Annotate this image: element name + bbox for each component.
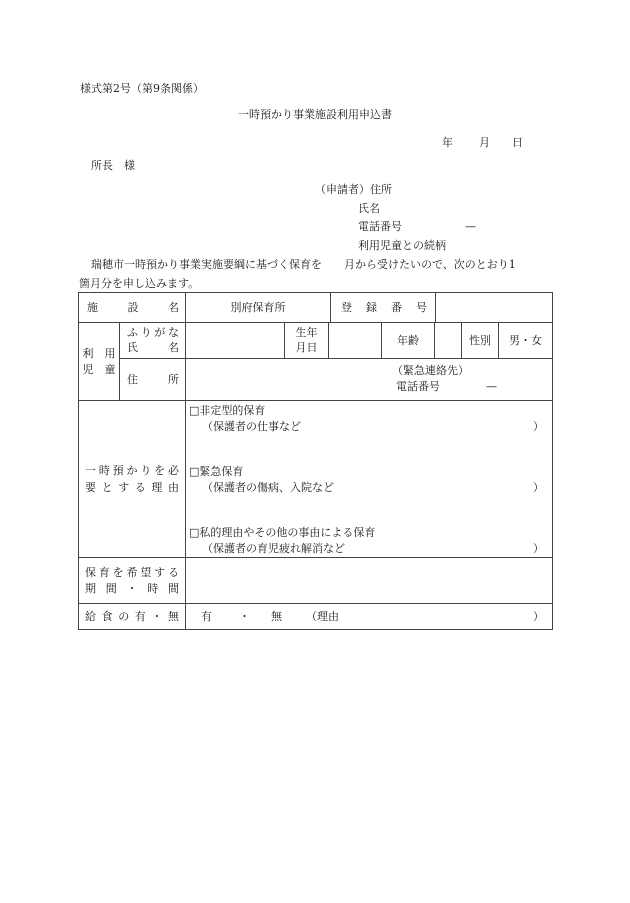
reason-checkbox-private[interactable]: □私的理由やその他の事由による保育 [189,526,376,539]
facility-name: 別府保育所 [230,301,286,314]
reason-label-line-2: 要とする理由 [85,481,179,494]
facility-label: 施 設 名 [87,301,179,314]
date-month-label: 月 [479,136,490,149]
furigana-label: ふりがな [127,326,179,339]
reason-detail-irregular: （保護者の仕事など [202,420,301,433]
reason-label-cell [78,400,186,558]
meal-no-option[interactable]: 無 [271,610,282,623]
registration-number-label-cell [330,292,436,323]
applicant-address-label: （申請者）住所 [315,183,392,196]
facility-name-cell [185,292,331,323]
meal-separator: ・ [239,610,250,623]
meal-options-cell [185,603,553,630]
emergency-phone-label: 電話番号 [396,380,440,393]
meal-reason-close: ） [533,610,544,623]
meal-label: 給食の有・無 [85,610,179,623]
reason-detail-private: （保護者の育児疲れ解消など [202,542,345,555]
applicant-name-label: 氏名 [358,202,380,215]
sex-options: 男・女 [509,334,542,347]
facility-label-cell [78,292,186,323]
applicant-phone-dash: — [465,220,476,233]
age-field[interactable] [434,322,462,359]
period-label-line-1: 保育を希望する [85,566,179,579]
child-address-label-cell [119,358,186,401]
sex-label: 性別 [469,334,491,347]
birthdate-label-line-1: 生年 [295,326,318,339]
emergency-contact-label: （緊急連絡先） [392,364,469,377]
period-label-cell [78,557,186,604]
child-address-field[interactable] [185,358,553,401]
intro-line-2: 箇月分を申し込みます。 [79,277,200,290]
reason-checkbox-emergency[interactable]: □緊急保育 [189,465,244,478]
meal-label-cell [78,603,186,630]
birthdate-field[interactable] [328,322,382,359]
child-address-label: 住 所 [127,373,179,386]
child-label-cell [78,322,120,401]
child-label-line-1: 利 用 [82,347,116,360]
reason-close-private: ） [533,542,544,555]
applicant-phone-label: 電話番号 [358,220,402,233]
period-field[interactable] [185,557,553,604]
date-day-label: 日 [512,136,523,149]
reason-checkbox-irregular[interactable]: □非定型的保育 [189,404,266,417]
birthdate-label-line-2: 月日 [295,341,318,354]
document-title: 一時預かり事業施設利用申込書 [238,108,392,121]
recipient-line: 所長 様 [91,159,135,172]
reason-options-cell [185,400,553,558]
intro-line-1: 瑞穂市一時預かり事業実施要綱に基づく保育を 月から受けたいので、次のとおり1 [91,258,516,271]
period-label-line-2: 期間・時間 [85,582,179,595]
birthdate-label-cell [284,322,329,359]
meal-reason-label: （理由 [306,610,339,623]
child-label-line-2: 児 童 [82,363,116,376]
registration-number-label: 登 録 番 号 [341,301,427,314]
furigana-name-label-cell [119,322,186,359]
emergency-phone-dash: — [486,380,497,393]
sex-label-cell [461,322,499,359]
reason-label-line-1: 一時預かりを必 [85,464,179,477]
child-name-field[interactable] [185,322,285,359]
meal-yes-option[interactable]: 有 [201,610,212,623]
form-number: 様式第2号（第9条関係） [80,82,204,95]
date-year-label: 年 [442,136,453,149]
age-label-cell [381,322,435,359]
reason-detail-emergency: （保護者の傷病、入院など [202,481,334,494]
sex-options-cell[interactable] [498,322,553,359]
applicant-relation-label: 利用児童との続柄 [358,239,446,252]
registration-number-field[interactable] [435,292,553,323]
reason-close-irregular: ） [533,420,544,433]
reason-close-emergency: ） [533,481,544,494]
age-label: 年齢 [397,334,419,347]
child-name-label: 氏 名 [127,341,179,354]
